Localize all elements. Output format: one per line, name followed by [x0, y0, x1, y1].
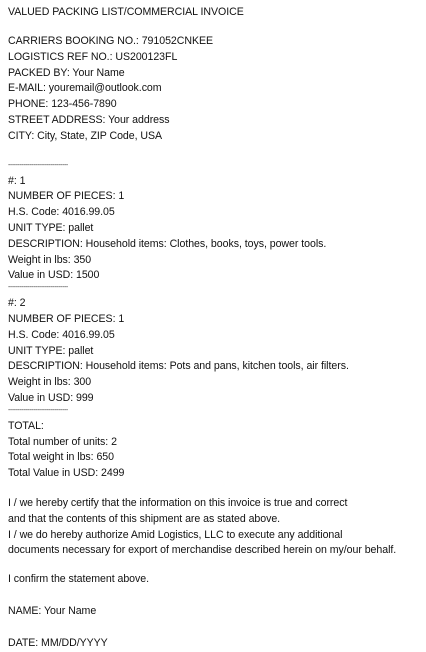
item-weight: Weight in lbs: 300 — [8, 376, 92, 389]
item-number: #: 2 — [8, 297, 26, 310]
item-unit-type: UNIT TYPE: pallet — [8, 221, 94, 234]
certification-line: documents necessary for export of merchandise described herein on my/our behalf. — [8, 544, 397, 557]
total-weight: Total weight in lbs: 650 — [8, 451, 114, 464]
item-value: Value in USD: 1500 — [8, 269, 100, 282]
logistics-ref-number: LOGISTICS REF NO.: US200123FL — [8, 50, 178, 63]
document-title: VALUED PACKING LIST/COMMERCIAL INVOICE — [8, 6, 244, 18]
item-description: DESCRIPTION: Household items: Pots and pans, kitchen tools, air filters. — [8, 360, 349, 373]
separator-line: ------------------------------- — [8, 406, 68, 414]
item-unit-type: UNIT TYPE: pallet — [8, 344, 94, 357]
separator-line: ------------------------------- — [8, 284, 68, 292]
item-hs-code: H.S. Code: 4016.99.05 — [8, 328, 115, 341]
item-description: DESCRIPTION: Household items: Clothes, books, toys, power tools. — [8, 237, 327, 250]
email: E-MAIL: youremail@outlook.com — [8, 82, 162, 95]
packed-by: PACKED BY: Your Name — [8, 66, 125, 79]
certification-line: I / we do hereby authorize Amid Logistics, LLC to execute any additional — [8, 528, 343, 541]
item-block-2 — [8, 296, 422, 407]
item-number: #: 1 — [8, 174, 26, 187]
certification-line: I / we hereby certify that the information on this invoice is true and correct — [8, 496, 348, 509]
invoice-document — [8, 4, 422, 652]
item-weight: Weight in lbs: 350 — [8, 253, 92, 266]
item-pieces: NUMBER OF PIECES: 1 — [8, 312, 125, 325]
confirm-statement: I confirm the statement above. — [8, 573, 149, 586]
total-block — [8, 419, 422, 482]
city: CITY: City, State, ZIP Code, USA — [8, 129, 163, 142]
item-value: Value in USD: 999 — [8, 391, 94, 404]
total-units: Total number of units: 2 — [8, 435, 117, 448]
total-value: Total Value in USD: 2499 — [8, 467, 125, 480]
carriers-booking-number: CARRIERS BOOKING NO.: 791052CNKEE — [8, 35, 213, 47]
item-pieces: NUMBER OF PIECES: 1 — [8, 190, 125, 203]
street-address: STREET ADDRESS: Your address — [8, 113, 170, 126]
signature-name: NAME: Your Name — [8, 604, 97, 617]
phone: PHONE: 123-456-7890 — [8, 98, 117, 111]
signature-date: DATE: MM/DD/YYYY — [8, 636, 108, 649]
certification-block — [8, 496, 422, 559]
item-hs-code: H.S. Code: 4016.99.05 — [8, 206, 115, 219]
total-heading: TOTAL: — [8, 419, 44, 432]
item-block-1 — [8, 174, 422, 285]
certification-line: and that the contents of this shipment are as stated above. — [8, 512, 281, 525]
separator-line: ------------------------------- — [8, 161, 68, 169]
shipment-header — [8, 34, 422, 145]
